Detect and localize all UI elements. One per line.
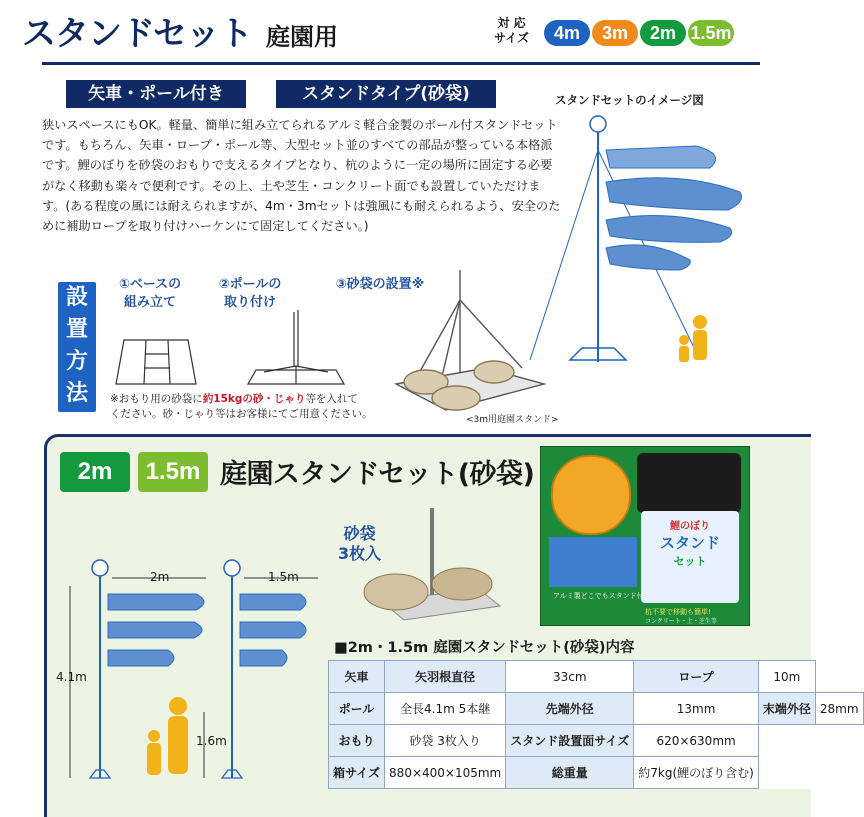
panel-title: 庭園スタンドセット(砂袋) (220, 459, 535, 490)
size-badge-1-5m: 1.5m (688, 20, 734, 46)
badge-2m: 2m (60, 452, 130, 492)
spec-value-cell: 10m (758, 661, 815, 693)
intro-text: 狭いスペースにもOK。軽量、簡単に組み立てられるアルミ軽合金製のポール付スタンドセットです。もちろん、矢車・ロープ・ポール等、大型セット並のすべての部品が整っている本格派です。鯉のぼりを砂袋のおもりで支えるタイプとなり、杭のように一定の場所に固定する必要がなく移動も楽々で便利です。その上、土や芝生・コンクリート面でも設置していただけます。(ある程度の風には耐えられますが、4m・3mセットは強風にも耐えられるよう、安全のために補助ロープを取り付けハーケンにて固定してください。) (42, 118, 561, 234)
dim-height-total: 4.1m (56, 670, 87, 684)
install-note-line1 (110, 392, 373, 407)
spec-row (329, 693, 864, 725)
spec-row (329, 725, 864, 757)
page-subtitle: 庭園用 (266, 23, 338, 51)
stand-caption: <3m用庭園スタンド> (466, 415, 559, 425)
spec-header-cell: スタンド設置面サイズ (506, 725, 634, 757)
stand-image-illustration (550, 110, 780, 400)
spec-value-cell: 620×630mm (634, 725, 759, 757)
size-badge-2m: 2m (640, 20, 686, 46)
spec-value-cell: 33cm (506, 661, 634, 693)
product-box (540, 446, 750, 626)
step-1-line1: ①ベースの (118, 277, 182, 292)
step-2-line2: 取り付け (223, 295, 276, 310)
spec-row (329, 661, 864, 693)
badge-1-5m: 1.5m (138, 452, 208, 492)
spec-header-cell: 末端外径 (758, 693, 815, 725)
spec-header-cell: ロープ (634, 661, 759, 693)
spec-value-cell: 砂袋 3枚入り (385, 725, 506, 757)
size-caption (494, 16, 529, 46)
base-assembly-drawing (116, 340, 196, 384)
box-brand: スタンド (659, 534, 720, 552)
carp-pennant-graphic (549, 537, 637, 587)
dim-width-2m: 2m (150, 570, 170, 584)
size-caption-line2: サイズ (494, 31, 530, 45)
step-1-line2: 組み立て (123, 295, 176, 310)
spec-header-cell: 総重量 (506, 757, 634, 789)
spec-header-cell: 矢車 (329, 661, 385, 693)
carp-streamer-3 (606, 216, 732, 243)
dimension-diagram (56, 556, 326, 790)
pinwheel-icon (590, 116, 606, 132)
box-set: セット (673, 555, 707, 568)
spec-heading: ■2m・1.5m 庭園スタンドセット(砂袋)内容 (334, 640, 635, 656)
spec-table (328, 660, 864, 789)
step-2-line1: ②ポールの (218, 277, 282, 292)
pole-attach-drawing (248, 310, 344, 384)
step-3-line1: ③砂袋の設置※ (335, 277, 425, 292)
tab-stand-type: スタンドタイプ(砂袋) (276, 80, 496, 108)
carp-streamer-1 (606, 146, 716, 168)
box-note2: コンクリート・土・芝生等 (645, 618, 717, 625)
image-caption: スタンドセットのイメージ図 (555, 93, 704, 107)
install-method-label (58, 282, 96, 412)
spec-value-cell: 13mm (634, 693, 759, 725)
install-note-red: 約15kgの砂・じゃり (202, 393, 306, 405)
sandbags-line2: 3枚入 (338, 544, 382, 563)
install-note-line2: ください。砂・じゃり等はお客様にてご用意ください。 (110, 408, 373, 420)
spec-value-cell: 全長4.1m 5本継 (385, 693, 506, 725)
page-title: スタンドセット (22, 14, 252, 54)
install-note-suffix: 等を入れて (305, 393, 358, 405)
size-caption-line1: 対 応 (497, 16, 526, 30)
carp-streamer-2 (606, 178, 742, 210)
sandbags-line1: 砂袋 (343, 524, 376, 543)
spec-row (329, 757, 864, 789)
spec-value-cell: 約7kg(鯉のぼり含む) (634, 757, 759, 789)
box-caption: アルミ製どこでもスタンド付 (553, 592, 644, 600)
spec-value-cell: 28mm (815, 693, 863, 725)
spec-header-cell: 箱サイズ (329, 757, 385, 789)
header-divider (42, 62, 760, 65)
sandbag-stand-photo (350, 506, 520, 626)
box-label: 鯉のぼり (670, 521, 710, 532)
install-method-text: 設置方法 (65, 285, 88, 406)
install-notes (110, 392, 373, 422)
install-note-prefix: ※おもり用の砂袋に (110, 393, 203, 405)
size-badge-4m: 4m (544, 20, 590, 46)
carp-graphic (637, 453, 741, 513)
box-label-panel (641, 511, 739, 603)
people-silhouette (679, 315, 707, 362)
spec-header-cell: おもり (329, 725, 385, 757)
step-1-label (104, 276, 196, 312)
box-note: 杭不要で移動も簡単! (645, 608, 711, 616)
carp-streamer-4 (606, 245, 690, 270)
spec-header-cell: 先端外径 (506, 693, 634, 725)
size-badge-3m: 3m (592, 20, 638, 46)
dim-height-person: 1.6m (196, 734, 227, 748)
step-2-label (204, 276, 296, 312)
dim-width-1-5m: 1.5m (268, 570, 299, 584)
step-3-label (320, 276, 440, 294)
tab-pole-included: 矢車・ポール付き (66, 80, 246, 108)
spec-value-cell: 880×400×105mm (385, 757, 506, 789)
pinwheel-graphic (551, 455, 631, 535)
spec-header-cell: ポール (329, 693, 385, 725)
people-silhouette-2 (147, 697, 188, 775)
spec-header-cell: 矢羽根直径 (385, 661, 506, 693)
